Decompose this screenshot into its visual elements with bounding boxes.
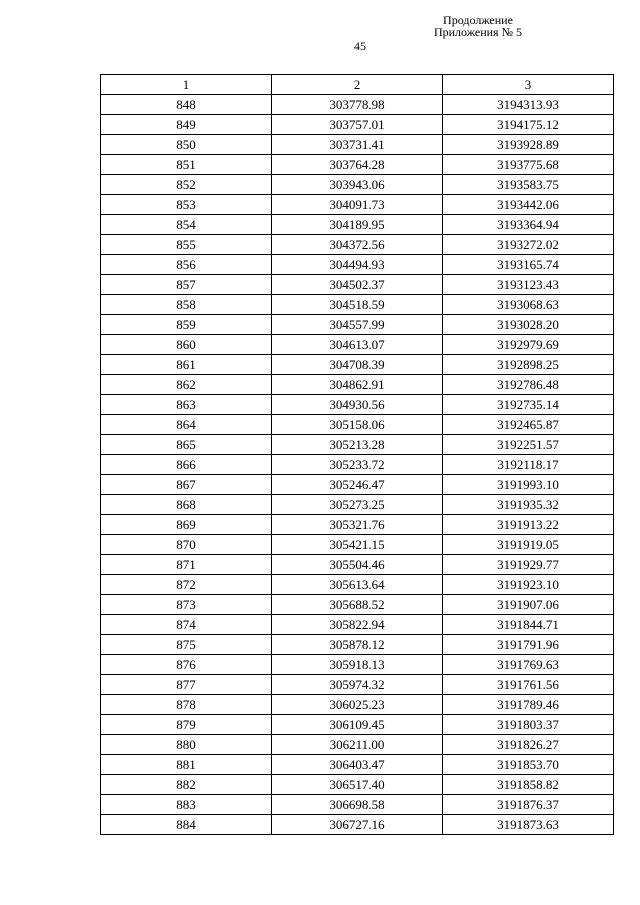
table-row [101, 275, 614, 295]
table-row [101, 175, 614, 195]
point-number-cell: 869 [101, 515, 272, 535]
x-coordinate-cell: 304557.99 [272, 315, 443, 335]
y-coordinate-cell: 3193272.02 [443, 235, 614, 255]
point-number-cell: 881 [101, 755, 272, 775]
point-number-cell: 876 [101, 655, 272, 675]
x-coordinate-cell: 305246.47 [272, 475, 443, 495]
point-number-cell: 858 [101, 295, 272, 315]
x-coordinate-cell: 305421.15 [272, 535, 443, 555]
table-row [101, 735, 614, 755]
table-row [101, 575, 614, 595]
y-coordinate-cell: 3194175.12 [443, 115, 614, 135]
table-row [101, 255, 614, 275]
continuation-label: Продолжение [443, 13, 513, 27]
point-number-cell: 880 [101, 735, 272, 755]
table-row [101, 315, 614, 335]
table-row [101, 695, 614, 715]
point-number-cell: 884 [101, 815, 272, 835]
table-row [101, 95, 614, 115]
y-coordinate-cell: 3192786.48 [443, 375, 614, 395]
table-row [101, 155, 614, 175]
x-coordinate-cell: 304518.59 [272, 295, 443, 315]
point-number-cell: 871 [101, 555, 272, 575]
point-number-cell: 849 [101, 115, 272, 135]
x-coordinate-cell: 304372.56 [272, 235, 443, 255]
x-coordinate-cell: 304862.91 [272, 375, 443, 395]
y-coordinate-cell: 3191993.10 [443, 475, 614, 495]
table-row [101, 775, 614, 795]
table-header-row [101, 75, 614, 95]
point-number-cell: 870 [101, 535, 272, 555]
x-coordinate-cell: 305321.76 [272, 515, 443, 535]
point-number-cell: 860 [101, 335, 272, 355]
point-number-cell: 864 [101, 415, 272, 435]
x-coordinate-cell: 305613.64 [272, 575, 443, 595]
x-coordinate-cell: 305974.32 [272, 675, 443, 695]
table-row [101, 435, 614, 455]
x-coordinate-cell: 304930.56 [272, 395, 443, 415]
column-header: 3 [443, 75, 614, 95]
x-coordinate-cell: 303764.28 [272, 155, 443, 175]
x-coordinate-cell: 306698.58 [272, 795, 443, 815]
table-row [101, 535, 614, 555]
y-coordinate-cell: 3191791.96 [443, 635, 614, 655]
y-coordinate-cell: 3191858.82 [443, 775, 614, 795]
point-number-cell: 852 [101, 175, 272, 195]
y-coordinate-cell: 3191876.37 [443, 795, 614, 815]
x-coordinate-cell: 306109.45 [272, 715, 443, 735]
point-number-cell: 882 [101, 775, 272, 795]
y-coordinate-cell: 3192118.17 [443, 455, 614, 475]
point-number-cell: 874 [101, 615, 272, 635]
x-coordinate-cell: 306025.23 [272, 695, 443, 715]
y-coordinate-cell: 3192735.14 [443, 395, 614, 415]
x-coordinate-cell: 303731.41 [272, 135, 443, 155]
y-coordinate-cell: 3191853.70 [443, 755, 614, 775]
coordinates-table-body [101, 75, 614, 835]
table-row [101, 795, 614, 815]
table-row [101, 295, 614, 315]
y-coordinate-cell: 3191919.05 [443, 535, 614, 555]
point-number-cell: 848 [101, 95, 272, 115]
y-coordinate-cell: 3191873.63 [443, 815, 614, 835]
x-coordinate-cell: 305918.13 [272, 655, 443, 675]
y-coordinate-cell: 3192979.69 [443, 335, 614, 355]
y-coordinate-cell: 3193364.94 [443, 215, 614, 235]
y-coordinate-cell: 3193775.68 [443, 155, 614, 175]
table-row [101, 635, 614, 655]
table-row [101, 475, 614, 495]
y-coordinate-cell: 3193583.75 [443, 175, 614, 195]
table-row [101, 335, 614, 355]
y-coordinate-cell: 3191769.63 [443, 655, 614, 675]
point-number-cell: 877 [101, 675, 272, 695]
x-coordinate-cell: 305878.12 [272, 635, 443, 655]
y-coordinate-cell: 3193928.89 [443, 135, 614, 155]
x-coordinate-cell: 306211.00 [272, 735, 443, 755]
x-coordinate-cell: 306727.16 [272, 815, 443, 835]
table-row [101, 415, 614, 435]
x-coordinate-cell: 306517.40 [272, 775, 443, 795]
y-coordinate-cell: 3194313.93 [443, 95, 614, 115]
point-number-cell: 867 [101, 475, 272, 495]
page-number: 45 [354, 39, 366, 53]
point-number-cell: 862 [101, 375, 272, 395]
x-coordinate-cell: 303778.98 [272, 95, 443, 115]
table-row [101, 375, 614, 395]
table-row [101, 515, 614, 535]
point-number-cell: 866 [101, 455, 272, 475]
table-row [101, 395, 614, 415]
y-coordinate-cell: 3191761.56 [443, 675, 614, 695]
table-row [101, 455, 614, 475]
point-number-cell: 873 [101, 595, 272, 615]
y-coordinate-cell: 3193442.06 [443, 195, 614, 215]
point-number-cell: 863 [101, 395, 272, 415]
x-coordinate-cell: 305504.46 [272, 555, 443, 575]
table-row [101, 755, 614, 775]
y-coordinate-cell: 3191935.32 [443, 495, 614, 515]
y-coordinate-cell: 3191923.10 [443, 575, 614, 595]
point-number-cell: 883 [101, 795, 272, 815]
table-row [101, 815, 614, 835]
table-row [101, 235, 614, 255]
y-coordinate-cell: 3191913.22 [443, 515, 614, 535]
point-number-cell: 859 [101, 315, 272, 335]
x-coordinate-cell: 305213.28 [272, 435, 443, 455]
x-coordinate-cell: 303943.06 [272, 175, 443, 195]
point-number-cell: 851 [101, 155, 272, 175]
column-header: 2 [272, 75, 443, 95]
x-coordinate-cell: 304494.93 [272, 255, 443, 275]
point-number-cell: 865 [101, 435, 272, 455]
table-row [101, 115, 614, 135]
table-row [101, 595, 614, 615]
x-coordinate-cell: 304708.39 [272, 355, 443, 375]
point-number-cell: 878 [101, 695, 272, 715]
y-coordinate-cell: 3191826.27 [443, 735, 614, 755]
point-number-cell: 854 [101, 215, 272, 235]
y-coordinate-cell: 3191803.37 [443, 715, 614, 735]
point-number-cell: 872 [101, 575, 272, 595]
y-coordinate-cell: 3193165.74 [443, 255, 614, 275]
coordinates-table [100, 74, 614, 835]
x-coordinate-cell: 303757.01 [272, 115, 443, 135]
point-number-cell: 861 [101, 355, 272, 375]
y-coordinate-cell: 3191789.46 [443, 695, 614, 715]
table-row [101, 615, 614, 635]
y-coordinate-cell: 3192898.25 [443, 355, 614, 375]
point-number-cell: 853 [101, 195, 272, 215]
y-coordinate-cell: 3192465.87 [443, 415, 614, 435]
point-number-cell: 868 [101, 495, 272, 515]
y-coordinate-cell: 3193028.20 [443, 315, 614, 335]
x-coordinate-cell: 306403.47 [272, 755, 443, 775]
x-coordinate-cell: 305688.52 [272, 595, 443, 615]
appendix-label: Приложения № 5 [433, 25, 523, 39]
point-number-cell: 879 [101, 715, 272, 735]
x-coordinate-cell: 304502.37 [272, 275, 443, 295]
table-row [101, 215, 614, 235]
x-coordinate-cell: 305158.06 [272, 415, 443, 435]
point-number-cell: 855 [101, 235, 272, 255]
point-number-cell: 850 [101, 135, 272, 155]
x-coordinate-cell: 305822.94 [272, 615, 443, 635]
x-coordinate-cell: 305233.72 [272, 455, 443, 475]
table-row [101, 715, 614, 735]
table-row [101, 195, 614, 215]
x-coordinate-cell: 304091.73 [272, 195, 443, 215]
x-coordinate-cell: 304613.07 [272, 335, 443, 355]
table-row [101, 655, 614, 675]
table-row [101, 555, 614, 575]
table-row [101, 675, 614, 695]
point-number-cell: 857 [101, 275, 272, 295]
x-coordinate-cell: 305273.25 [272, 495, 443, 515]
y-coordinate-cell: 3192251.57 [443, 435, 614, 455]
y-coordinate-cell: 3193123.43 [443, 275, 614, 295]
appendix-continuation-note [388, 14, 568, 38]
column-header: 1 [101, 75, 272, 95]
y-coordinate-cell: 3193068.63 [443, 295, 614, 315]
point-number-cell: 856 [101, 255, 272, 275]
y-coordinate-cell: 3191907.06 [443, 595, 614, 615]
point-number-cell: 875 [101, 635, 272, 655]
x-coordinate-cell: 304189.95 [272, 215, 443, 235]
y-coordinate-cell: 3191844.71 [443, 615, 614, 635]
table-row [101, 135, 614, 155]
table-row [101, 495, 614, 515]
table-row [101, 355, 614, 375]
y-coordinate-cell: 3191929.77 [443, 555, 614, 575]
